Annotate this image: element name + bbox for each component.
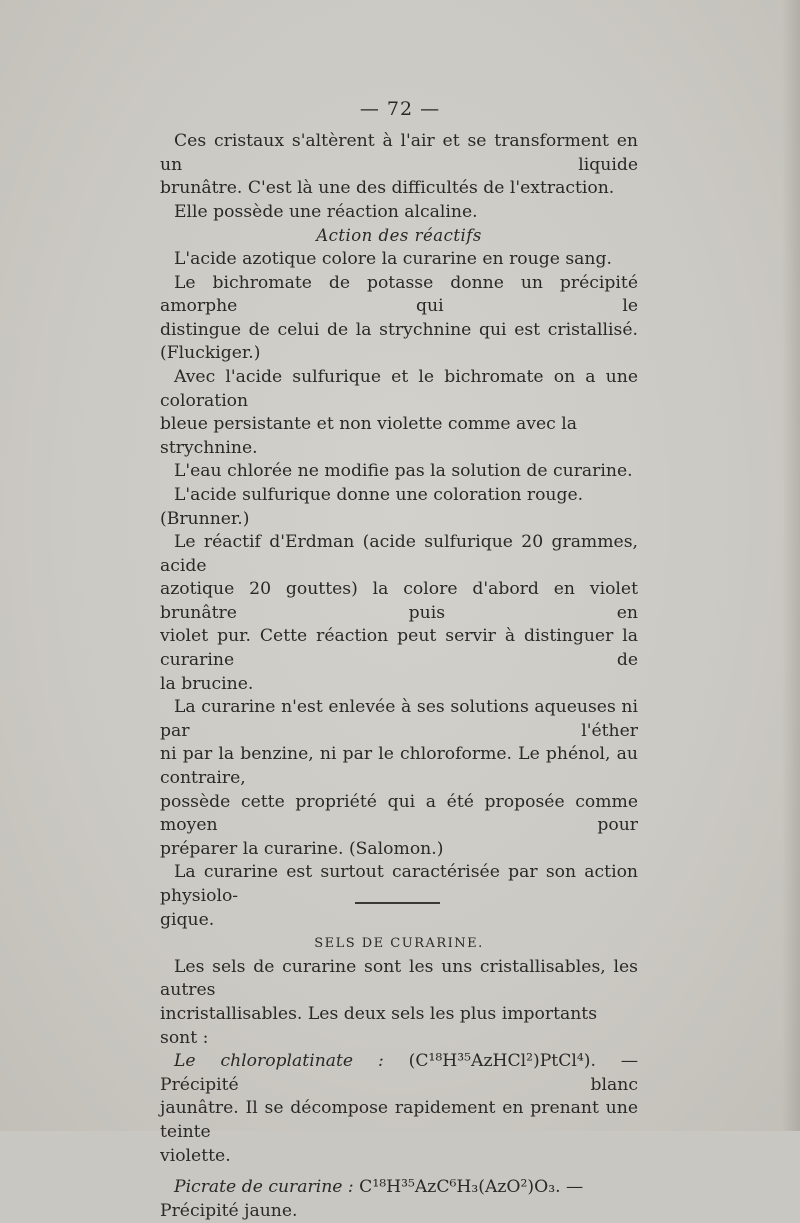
section-heading-sels: SELS DE CURARINE. xyxy=(314,936,484,952)
picrate-description: — Précipité jaune. xyxy=(160,1177,584,1221)
text-line: La curarine est surtout caractérisée par son action physiolo- xyxy=(160,862,638,906)
text-line: jaunâtre. Il se décompose rapidement en prenant une teinte xyxy=(160,1098,638,1142)
text-line: Ces cristaux s'altèrent à l'air et se transforment en un liquide xyxy=(160,131,638,175)
text-line: préparer la curarine. (Salomon.) xyxy=(160,838,444,859)
text-line: violet pur. Cette réaction peut servir à distinguer la curarine de xyxy=(160,626,638,671)
text-line: Le réactif d'Erdman (acide sulfurique 20 grammes, acide xyxy=(160,532,638,576)
section-heading-reactifs: Action des réactifs xyxy=(316,226,482,246)
chloroplatinate-label: Le chloroplatinate : xyxy=(174,1051,384,1072)
page-number: — 72 — xyxy=(359,98,441,120)
end-rule-divider xyxy=(355,902,440,904)
text-line: La curarine n'est enlevée à ses solutions aqueuses ni par l'éther xyxy=(160,697,638,741)
chloroplatinate-formula: (C¹⁸H³⁵AzHCl²)PtCl⁴). xyxy=(408,1051,596,1072)
text-line: violette. xyxy=(160,1145,231,1166)
text-line: Les sels de curarine sont les uns cristallisables, les autres xyxy=(160,956,638,1001)
text-line: brunâtre. C'est là une des difficultés de l'extraction. xyxy=(160,178,615,199)
picrate-formula: C¹⁸H³⁵AzC⁶H₃(AzO²)O₃. xyxy=(359,1177,561,1198)
chloroplatinate-line xyxy=(160,1050,638,1097)
picrate-label: Picrate de curarine : xyxy=(174,1177,354,1198)
text-line: Avec l'acide sulfurique et le bichromate on a une coloration xyxy=(160,366,638,411)
text-line: bleue persistante et non violette comme avec la strychnine. xyxy=(160,414,577,458)
text-line: L'acide sulfurique donne une coloration rouge. (Brunner.) xyxy=(160,484,584,529)
text-line: distingue de celui de la strychnine qui est cristallisé. (Fluckiger.) xyxy=(160,319,638,364)
text-line: possède cette propriété qui a été proposée comme moyen pour xyxy=(160,791,638,836)
text-line: incristallisables. Les deux sels les plus importants sont : xyxy=(160,1003,598,1048)
text-line: ni par la benzine, ni par le chloroforme. Le phénol, au contraire, xyxy=(160,744,638,789)
text-line: L'eau chlorée ne modifie pas la solution de curarine. xyxy=(174,461,633,482)
text-line: Elle possède une réaction alcaline. xyxy=(174,201,478,222)
text-line: Le bichromate de potasse donne un précipité amorphe qui le xyxy=(160,272,638,317)
text-line: azotique 20 gouttes) la colore d'abord en violet brunâtre puis en xyxy=(160,579,638,623)
page-edge-shadow xyxy=(782,0,800,1131)
page-body xyxy=(160,130,638,1223)
chloroplatinate-description: — Précipité blanc xyxy=(160,1051,638,1095)
text-line: gique. xyxy=(160,909,215,930)
text-line: L'acide azotique colore la curarine en rouge sang. xyxy=(174,248,612,269)
text-line: la brucine. xyxy=(160,673,254,694)
picrate-line xyxy=(160,1176,638,1223)
